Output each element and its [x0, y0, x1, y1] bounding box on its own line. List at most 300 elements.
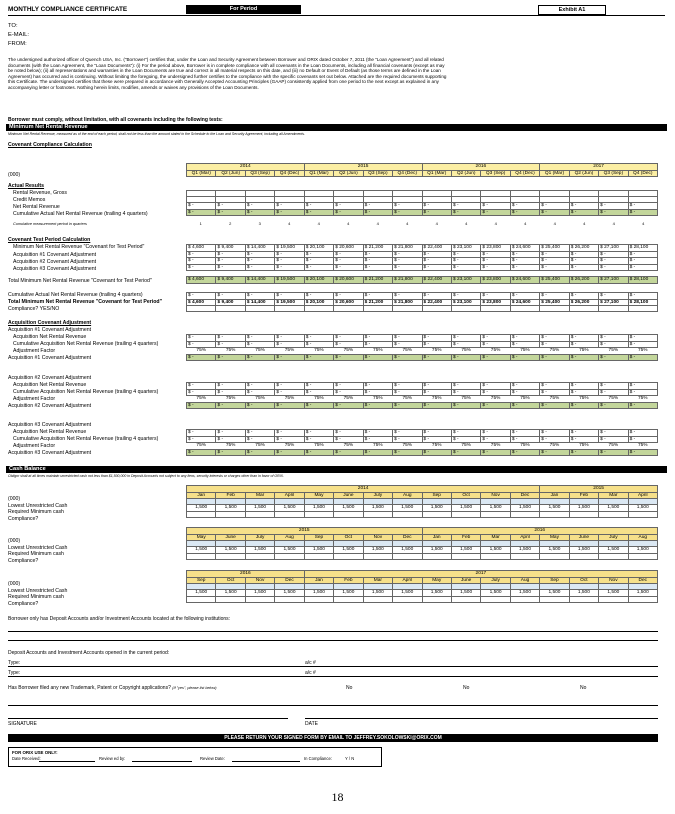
table-cell: $ - [393, 293, 422, 300]
table-cell: $ - [422, 436, 451, 443]
table-cell: $ - [481, 430, 510, 437]
table-cell: $ - [393, 209, 422, 216]
table-cell: $ - [245, 402, 274, 409]
factor-cell: 75% [520, 443, 530, 448]
table-cell: $ - [363, 209, 392, 216]
table-cell: $ - [304, 402, 333, 409]
min-cash-cell: 1,500 [569, 505, 598, 512]
units-label: (000) [8, 172, 21, 178]
table-cell: $ - [510, 209, 539, 216]
factor-cell: 75% [637, 348, 648, 353]
table-cell: $ - [599, 389, 628, 396]
table-cell: $ - [510, 383, 539, 390]
table-cell: $ - [275, 389, 304, 396]
cash-table [186, 570, 658, 603]
table-cell [334, 306, 363, 312]
table-cell: $ - [245, 209, 274, 216]
table-cell [393, 553, 422, 559]
table-cell: $ - [363, 341, 392, 348]
month-cell: Oct [451, 492, 480, 499]
table-cell [334, 511, 363, 517]
table-cell: $ - [599, 209, 628, 216]
table-cell: $ - [187, 209, 216, 216]
value-cell: $ 9,400 [216, 277, 245, 284]
table-cell: $ - [422, 430, 451, 437]
value-cell: $ 22,400 [422, 299, 451, 306]
row-label: Cumulative Actual Net Rental Revenue (trailing 4 quarters) [13, 211, 148, 217]
month-cell: Aug [275, 534, 304, 541]
value-cell: $ 20,600 [334, 299, 363, 306]
table-cell [275, 596, 304, 602]
from-label: FROM: [8, 41, 27, 47]
quarter-cell: Q4 (Dec) [275, 170, 304, 177]
table-cell: $ - [187, 264, 216, 271]
value-cell: $ 23,100 [451, 245, 480, 252]
table-cell: $ - [334, 293, 363, 300]
table-cell: $ - [304, 258, 333, 265]
month-cell: June [216, 534, 245, 541]
table-cell: $ - [187, 258, 216, 265]
month-cell: May [304, 492, 333, 499]
min-cash-cell: 1,500 [510, 590, 539, 597]
table-cell: $ - [628, 335, 657, 342]
table-cell [510, 553, 539, 559]
month-cell: April [628, 492, 657, 499]
table-cell: $ - [245, 258, 274, 265]
table-cell [275, 306, 304, 312]
table-cell: $ - [451, 449, 480, 456]
table-cell: $ - [304, 383, 333, 390]
table-cell: $ - [540, 293, 569, 300]
measure-cell: 4 [347, 221, 350, 227]
year-cell: 2016 [422, 528, 658, 535]
factor-cell: 75% [608, 396, 619, 401]
table-cell [334, 553, 363, 559]
value-cell: $ 4,600 [187, 245, 216, 252]
table-cell: $ - [628, 383, 657, 390]
measure-cell: 2 [229, 221, 232, 227]
table-cell [569, 596, 598, 602]
month-cell: Jan [187, 492, 216, 499]
table-cell: $ - [275, 258, 304, 265]
table-cell: $ - [510, 389, 539, 396]
table-cell [216, 306, 245, 312]
table-cell: $ - [481, 264, 510, 271]
table-cell: $ - [363, 436, 392, 443]
min-cash-cell: 1,500 [393, 590, 422, 597]
table-cell: $ - [393, 264, 422, 271]
table-cell: $ - [216, 258, 245, 265]
factor-cell: 75% [579, 396, 589, 401]
table-cell: $ - [275, 209, 304, 216]
min-cash-cell: 1,500 [422, 547, 451, 554]
min-cash-cell: 1,500 [363, 590, 392, 597]
month-cell: Dec [393, 534, 422, 541]
table-cell: $ - [599, 383, 628, 390]
value-cell: $ 23,800 [481, 245, 510, 252]
table-cell: $ - [540, 335, 569, 342]
row-label: Compliance? [8, 558, 39, 564]
table-cell [599, 596, 628, 602]
factor-cell: 75% [255, 396, 265, 401]
table-cell: $ - [422, 258, 451, 265]
table-cell: $ - [216, 449, 245, 456]
table-cell [216, 596, 245, 602]
table-cell: $ - [481, 251, 510, 258]
table-cell: $ - [245, 354, 274, 361]
min-cash-cell: 1,500 [275, 590, 304, 597]
value-cell: $ 27,100 [599, 245, 628, 252]
year-cell: 2017 [540, 164, 658, 171]
min-cash-cell: 1,500 [245, 590, 274, 597]
table-cell [569, 553, 598, 559]
factor-cell: 75% [343, 443, 354, 448]
cash-table [186, 527, 658, 560]
table-cell [481, 553, 510, 559]
table-cell: $ - [599, 335, 628, 342]
table-cell: $ - [451, 341, 480, 348]
factor-cell: 75% [284, 396, 295, 401]
table-cell [422, 511, 451, 517]
table-cell: $ - [363, 449, 392, 456]
table-cell: $ - [510, 430, 539, 437]
factor-cell: 75% [637, 396, 648, 401]
table-cell: $ - [569, 203, 598, 210]
table-cell [187, 511, 216, 517]
min-cash-cell: 1,500 [275, 547, 304, 554]
table-cell: $ - [628, 354, 657, 361]
month-cell: Jan [422, 534, 451, 541]
table-cell: $ - [540, 341, 569, 348]
table-cell: $ - [510, 203, 539, 210]
no-answer: No [580, 685, 587, 691]
table-cell [422, 596, 451, 602]
min-cash-cell: 1,500 [422, 590, 451, 597]
table-cell: $ - [304, 354, 333, 361]
table-cell: $ - [216, 436, 245, 443]
factor-cell: 75% [579, 443, 589, 448]
date-received-label: Date Received: [12, 756, 41, 761]
factor-cell: 75% [431, 348, 442, 353]
min-cash-cell: 1,500 [628, 505, 657, 512]
measure-cell: 4 [465, 221, 468, 227]
account-number-label: a/c # [305, 660, 316, 666]
month-cell: Feb [216, 492, 245, 499]
quarter-cell: Q2 (Jun) [569, 170, 598, 177]
year-cell: 2014 [187, 164, 305, 171]
min-cash-cell: 1,500 [422, 505, 451, 512]
factor-cell: 75% [284, 348, 295, 353]
month-cell: Sep [187, 577, 216, 584]
table-cell: $ - [304, 209, 333, 216]
table-cell: $ - [334, 203, 363, 210]
table-cell: $ - [540, 430, 569, 437]
value-cell: $ 24,600 [510, 277, 539, 284]
type-label: Type: [8, 660, 21, 666]
date-label: DATE [305, 721, 318, 727]
month-cell: Dec [628, 577, 657, 584]
value-cell: $ 28,100 [628, 277, 657, 284]
table-cell: $ - [481, 209, 510, 216]
table-cell: $ - [540, 389, 569, 396]
table-cell: $ - [334, 264, 363, 271]
table-cell [275, 511, 304, 517]
table-cell: $ - [451, 436, 480, 443]
value-cell: $ 22,400 [422, 245, 451, 252]
actual-results-table [186, 190, 658, 216]
min-cash-cell: 1,500 [481, 505, 510, 512]
quarter-cell: Q1 (Mar) [304, 170, 333, 177]
table-cell: $ - [569, 449, 598, 456]
table-cell: $ - [187, 383, 216, 390]
value-cell: $ 21,800 [393, 245, 422, 252]
value-cell: $ 20,600 [334, 277, 363, 284]
row-label: Compliance? YES/NO [8, 306, 60, 312]
table-cell: $ - [599, 264, 628, 271]
year-cell: 2015 [304, 164, 422, 171]
row-label: Credit Memos [13, 197, 46, 203]
to-label: TO: [8, 23, 18, 29]
type-label: Type: [8, 670, 21, 676]
table-cell [451, 553, 480, 559]
measure-cell: 4 [406, 221, 409, 227]
table-cell: $ - [628, 430, 657, 437]
table-cell: $ - [451, 402, 480, 409]
acquisition-table [186, 334, 658, 361]
table-cell [540, 511, 569, 517]
no-answer: No [463, 685, 470, 691]
table-cell: $ - [187, 449, 216, 456]
min-cash-cell: 1,500 [334, 505, 363, 512]
table-cell: $ - [481, 449, 510, 456]
row-label: Cumulative Acquisition Net Rental Revenue (trailing 4 quarters) [13, 389, 159, 395]
table-cell: $ - [628, 203, 657, 210]
value-cell: $ 19,500 [275, 277, 304, 284]
table-cell: $ - [481, 293, 510, 300]
table-cell: $ - [363, 354, 392, 361]
table-cell: $ - [599, 436, 628, 443]
value-cell: $ 25,400 [540, 245, 569, 252]
table-cell: $ - [569, 430, 598, 437]
table-cell: $ - [540, 209, 569, 216]
table-cell: $ - [245, 264, 274, 271]
quarter-cell: Q1 (Mar) [187, 170, 216, 177]
row-label: Acquisition Net Rental Revenue [13, 382, 87, 388]
table-cell: $ - [275, 402, 304, 409]
quarter-row [187, 170, 658, 177]
table-cell: $ - [628, 264, 657, 271]
factor-cell: 75% [637, 443, 648, 448]
table-cell [569, 511, 598, 517]
table-cell: $ - [304, 341, 333, 348]
table-cell: $ - [363, 383, 392, 390]
table-cell: $ - [363, 389, 392, 396]
value-cell: $ 19,500 [275, 299, 304, 306]
acq-heading: Acquisition Covenant Adjustment [8, 320, 92, 326]
value-cell: $ 9,400 [216, 299, 245, 306]
month-cell: Oct [334, 534, 363, 541]
table-cell [451, 511, 480, 517]
value-cell: $ 22,400 [422, 277, 451, 284]
table-cell: $ - [216, 251, 245, 258]
value-cell: $ 21,800 [393, 277, 422, 284]
row-label: Acquisition #2 Covenant Adjustment [13, 259, 97, 265]
month-cell: July [481, 577, 510, 584]
table-cell: $ - [628, 449, 657, 456]
table-cell: $ - [275, 335, 304, 342]
value-cell: $ 28,100 [628, 245, 657, 252]
table-cell: $ - [481, 402, 510, 409]
table-cell: $ - [481, 203, 510, 210]
row-label: Acquisition #2 Covenant Adjustment [8, 375, 92, 381]
row-label: Lowest Unrestricted Cash [8, 545, 68, 551]
row-label: Lowest Unrestricted Cash [8, 503, 68, 509]
factor-cell: 75% [314, 348, 324, 353]
table-cell: $ - [540, 354, 569, 361]
for-period-box: For Period [186, 5, 301, 14]
table-row [187, 596, 658, 602]
table-cell: $ - [334, 209, 363, 216]
table-cell: $ - [304, 203, 333, 210]
month-cell: Nov [245, 577, 274, 584]
factor-cell: 75% [402, 348, 413, 353]
table-cell: $ - [334, 389, 363, 396]
factor-cell: 75% [431, 396, 442, 401]
table-cell: $ - [599, 203, 628, 210]
month-cell: Oct [216, 577, 245, 584]
month-cell: Aug [393, 492, 422, 499]
table-cell: $ - [451, 258, 480, 265]
table-cell: $ - [363, 258, 392, 265]
value-cell: $ 26,200 [569, 245, 598, 252]
min-cash-cell: 1,500 [245, 505, 274, 512]
signature-label: SIGNATURE [8, 721, 37, 727]
table-cell: $ - [422, 251, 451, 258]
table-cell: $ - [422, 383, 451, 390]
deposit-only-text: Borrower only has Deposit Accounts and/or Investment Accounts located at the following institutions: [8, 616, 231, 622]
table-cell [628, 596, 657, 602]
table-cell: $ - [422, 341, 451, 348]
value-cell: $ 23,100 [451, 277, 480, 284]
value-cell: $ 24,600 [510, 299, 539, 306]
row-label: Required Minimum cash [8, 594, 64, 600]
table-cell: $ - [187, 354, 216, 361]
page-number: 18 [331, 790, 344, 804]
table-cell: $ - [540, 251, 569, 258]
row-label: Adjustment Factor [13, 443, 56, 449]
table-cell [187, 553, 216, 559]
month-cell: Aug [510, 577, 539, 584]
factor-cell: 75% [608, 443, 619, 448]
row-label: Compliance? [8, 601, 39, 607]
table-cell: $ - [304, 430, 333, 437]
table-cell: $ - [599, 430, 628, 437]
year-cell: 2015 [540, 486, 658, 493]
table-row [187, 402, 658, 409]
quarter-cell: Q1 (Mar) [540, 170, 569, 177]
table-cell: $ - [599, 449, 628, 456]
min-cash-cell: 1,500 [304, 590, 333, 597]
table-cell: $ - [569, 383, 598, 390]
month-cell: June [334, 492, 363, 499]
section-bar-mnrr: Minimum Net Rental Revenue [6, 124, 667, 131]
table-cell [599, 511, 628, 517]
table-cell: $ - [187, 335, 216, 342]
month-cell: Mar [481, 534, 510, 541]
factor-cell: 75% [373, 396, 383, 401]
measure-cell: 3 [258, 221, 261, 227]
factor-cell: 75% [255, 443, 265, 448]
table-cell: $ - [216, 335, 245, 342]
measure-cell: 4 [642, 221, 645, 227]
factor-cell: 75% [343, 348, 354, 353]
month-cell: Nov [599, 577, 628, 584]
table-cell: $ - [187, 436, 216, 443]
measure-cell: 1 [199, 221, 202, 227]
table-cell: $ - [569, 402, 598, 409]
value-cell: $ 20,600 [334, 245, 363, 252]
table-cell: $ - [363, 203, 392, 210]
table-cell: $ - [569, 209, 598, 216]
table-cell: $ - [510, 264, 539, 271]
table-cell: $ - [187, 251, 216, 258]
table-cell: $ - [393, 335, 422, 342]
table-cell [245, 553, 274, 559]
table-cell: $ - [481, 335, 510, 342]
table-cell [304, 306, 333, 312]
table-cell: $ - [275, 430, 304, 437]
table-cell [599, 553, 628, 559]
table-cell [628, 306, 657, 312]
table-cell: $ - [304, 335, 333, 342]
table-cell: $ - [275, 251, 304, 258]
min-cash-cell: 1,500 [569, 547, 598, 554]
table-cell: $ - [363, 251, 392, 258]
table-cell: $ - [393, 251, 422, 258]
min-cash-cell: 1,500 [216, 590, 245, 597]
value-cell: $ 23,800 [481, 277, 510, 284]
table-cell: $ - [628, 209, 657, 216]
table-cell: $ - [216, 389, 245, 396]
min-cash-cell: 1,500 [334, 590, 363, 597]
month-cell: Feb [334, 577, 363, 584]
table-cell: $ - [569, 389, 598, 396]
month-cell: Sep [422, 492, 451, 499]
table-cell: $ - [393, 436, 422, 443]
measure-cell: 4 [583, 221, 586, 227]
row-label: (000) [8, 581, 21, 587]
table-cell: $ - [628, 436, 657, 443]
table-cell: $ - [363, 264, 392, 271]
table-cell: $ - [334, 335, 363, 342]
min-cash-cell: 1,500 [481, 547, 510, 554]
table-cell: $ - [216, 293, 245, 300]
summary-table [186, 292, 658, 312]
orix-use-title: FOR ORIX USE ONLY: [12, 750, 58, 755]
factor-cell: 75% [431, 443, 442, 448]
table-cell: $ - [334, 258, 363, 265]
table-cell [216, 511, 245, 517]
value-cell: $ 9,400 [216, 245, 245, 252]
table-cell [540, 596, 569, 602]
table-cell [481, 306, 510, 312]
value-cell: $ 20,100 [304, 299, 333, 306]
table-cell: $ - [569, 341, 598, 348]
quarter-cell: Q3 (Sep) [599, 170, 628, 177]
exhibit-label: Exhibit A1 [538, 5, 606, 15]
value-cell: $ 28,100 [628, 299, 657, 306]
min-cash-cell: 1,500 [216, 505, 245, 512]
